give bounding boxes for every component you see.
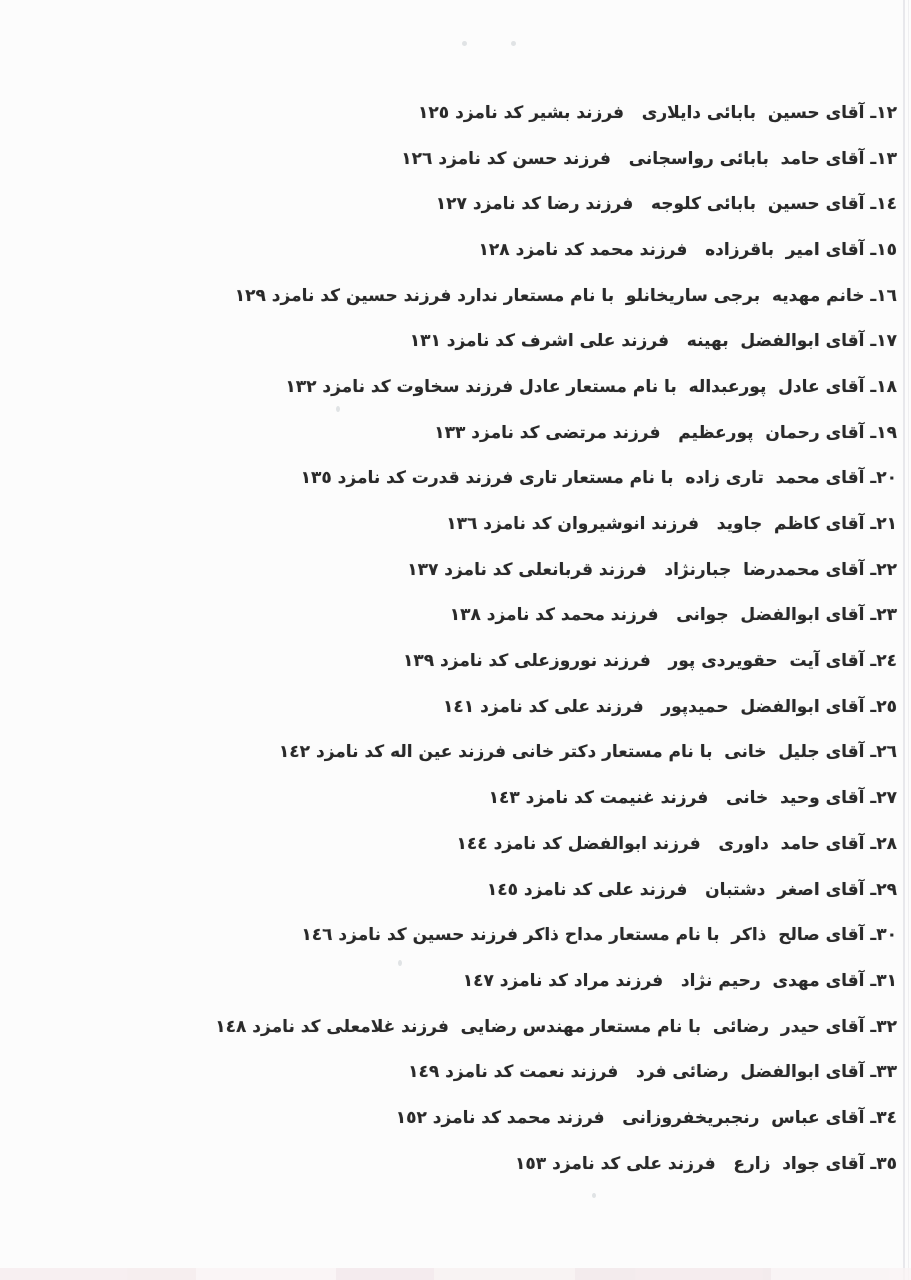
candidate-line: ١٨ـ آقای عادل پورعبداله با نام مستعار عادل فرزند سخاوت کد نامزد ١٣٢ [285, 376, 897, 397]
scan-band-segment [575, 1268, 771, 1280]
candidate-line: ٢٦ـ آقای جلیل خانی با نام مستعار دکتر خانی فرزند عین اله کد نامزد ١٤٢ [278, 742, 897, 763]
scan-speck [592, 1193, 596, 1198]
candidate-line: ٢٧ـ آقای وحید خانی فرزند غنیمت کد نامزد ١٤٣ [488, 788, 897, 809]
candidate-line: ٣٣ـ آقای ابوالفضل رضائی فرد فرزند نعمت کد نامزد ١٤٩ [408, 1062, 897, 1083]
candidate-line: ٣١ـ آقای مهدی رحیم نژاد فرزند مراد کد نامزد ١٤٧ [462, 970, 897, 991]
scan-band-segment [0, 1268, 196, 1280]
candidate-line: ٢١ـ آقای کاظم جاوید فرزند انوشیروان کد نامزد ١٣٦ [446, 514, 897, 535]
candidate-line: ٣٥ـ آقای جواد زارع فرزند علی کد نامزد ١٥٣ [515, 1153, 897, 1174]
candidate-line: ٣٤ـ آقای عباس رنجبریخفروزانی فرزند محمد کد نامزد ١٥٢ [395, 1107, 897, 1128]
candidate-line: ١٩ـ آقای رحمان پورعظیم فرزند مرتضی کد نامزد ١٣٣ [434, 422, 897, 443]
candidate-line: ٢٥ـ آقای ابوالفضل حمیدپور فرزند علی کد نامزد ١٤١ [443, 696, 897, 717]
candidate-list [0, 90, 911, 1187]
scan-band-segment [434, 1268, 574, 1280]
candidate-line: ١٣ـ آقای حامد بابائی رواسجانی فرزند حسن کد نامزد ١٢٦ [401, 148, 897, 169]
candidate-line: ٢٣ـ آقای ابوالفضل جوانی فرزند محمد کد نامزد ١٣٨ [449, 605, 897, 626]
scanner-edge-line [908, 0, 909, 1280]
candidate-line: ٢٢ـ آقای محمدرضا جبارنژاد فرزند قربانعلی کد نامزد ١٣٧ [407, 559, 897, 580]
candidate-line: ١٢ـ آقای حسین بابائی دایلاری فرزند بشیر کد نامزد ١٢٥ [418, 102, 897, 123]
candidate-line: ٢٨ـ آقای حامد داوری فرزند ابوالفضل کد نامزد ١٤٤ [456, 833, 897, 854]
scan-speck [462, 41, 467, 46]
candidate-line: ١٤ـ آقای حسین بابائی کلوجه فرزند رضا کد نامزد ١٢٧ [435, 194, 897, 215]
candidate-line: ١٦ـ خانم مهدیه برجی ساریخانلو با نام مستعار ندارد فرزند حسین کد نامزد ١٢٩ [234, 285, 897, 306]
scan-band-segment [196, 1268, 336, 1280]
scan-speck [511, 41, 516, 46]
scan-band-segment [336, 1268, 434, 1280]
candidate-line: ٢٠ـ آقای محمد تاری زاده با نام مستعار تاری فرزند قدرت کد نامزد ١٣٥ [300, 468, 897, 489]
scan-band-segment [771, 1268, 911, 1280]
candidate-line: ٣٠ـ آقای صالح ذاکر با نام مستعار مداح ذاکر فرزند حسین کد نامزد ١٤٦ [301, 925, 897, 946]
candidate-line: ٢٤ـ آقای آیت حقویردی پور فرزند نوروزعلی کد نامزد ١٣٩ [402, 651, 897, 672]
candidate-line: ٣٢ـ آقای حیدر رضائی با نام مستعار مهندس رضایی فرزند غلامعلی کد نامزد ١٤٨ [215, 1016, 897, 1037]
candidate-line: ١٧ـ آقای ابوالفضل بهینه فرزند علی اشرف کد نامزد ١٣١ [409, 331, 897, 352]
candidate-line: ١٥ـ آقای امیر باقرزاده فرزند محمد کد نامزد ١٢٨ [478, 239, 897, 260]
candidate-line: ٢٩ـ آقای اصغر دشتبان فرزند علی کد نامزد ١٤٥ [486, 879, 897, 900]
scanner-edge-line [903, 0, 905, 1280]
scan-bottom-band [0, 1268, 911, 1280]
